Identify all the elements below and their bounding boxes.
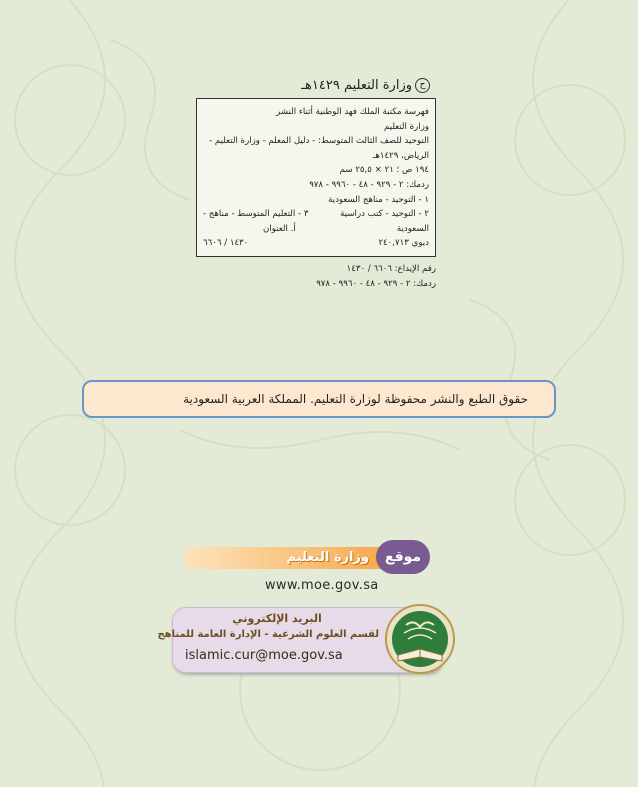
catalog-line-1: فهرسة مكتبة الملك فهد الوطنية أثناء النشر bbox=[276, 107, 429, 117]
catalog-subject-2: ٢ - التوحيد - كتب دراسية bbox=[340, 209, 429, 220]
email-card-subtitle: لقسم العلوم الشرعية - الإدارة العامة للمناهج bbox=[157, 629, 379, 640]
catalog-line-2: وزارة التعليم bbox=[384, 121, 429, 132]
catalog-country: السعودية bbox=[396, 223, 429, 234]
deposit-number: رقم الإيداع: ٦٦٠٦ / ١٤٣٠ bbox=[346, 264, 436, 274]
deposit-isbn: ردمك: ٢ - ٩٢٩ - ٤٨ - ٩٩٦٠ - ٩٧٨ bbox=[316, 279, 436, 289]
catalog-line-5: ١٩٤ ص ؛ ٢١ × ٢٥,٥ سم bbox=[339, 165, 429, 176]
copyright-holder: وزارة التعليم ١٤٢٩هـ bbox=[301, 78, 412, 93]
catalog-title-entry: أ. العنوان bbox=[263, 223, 296, 234]
catalog-number: ١٤٣٠ / ٦٦٠٦ bbox=[203, 238, 249, 249]
website-url[interactable]: www.moe.gov.sa bbox=[265, 578, 379, 593]
email-address[interactable]: islamic.cur@moe.gov.sa bbox=[185, 648, 343, 663]
islamic-sciences-book-logo-icon bbox=[384, 603, 456, 675]
copyright-header bbox=[260, 78, 430, 93]
website-block bbox=[185, 540, 430, 598]
catalog-line-3: التوحيد للصف الثالث المتوسط: - دليل المعلم - وزارة التعليم - bbox=[209, 136, 429, 147]
catalog-dewey: ديوي ٢٤٠,٧١٣ bbox=[378, 238, 429, 249]
catalog-line-9 bbox=[203, 222, 429, 237]
catalog-line-8 bbox=[203, 207, 429, 222]
website-badge: موقع bbox=[376, 540, 430, 574]
cataloging-box bbox=[196, 98, 436, 257]
catalog-line-6: ردمك: ٢ - ٩٢٩ - ٤٨ - ٩٩٦٠ - ٩٧٨ bbox=[309, 179, 429, 190]
catalog-line-7: ١ - التوحيد - مناهج السعودية bbox=[328, 194, 429, 205]
email-card-title: البريد الإلكتروني bbox=[232, 612, 322, 625]
catalog-line-10 bbox=[203, 236, 429, 251]
rights-notice: حقوق الطبع والنشر محفوظة لوزارة التعليم. المملكة العربية السعودية bbox=[82, 380, 556, 418]
ministry-name-bar: وزارة التعليم bbox=[185, 547, 385, 569]
catalog-line-4: الرياض، ١٤٢٩هـ bbox=[372, 150, 429, 161]
catalog-subject-3: ٣ - التعليم المتوسط - مناهج - bbox=[203, 209, 309, 220]
deposit-info bbox=[196, 262, 436, 292]
copyright-mark: ح bbox=[415, 78, 430, 93]
